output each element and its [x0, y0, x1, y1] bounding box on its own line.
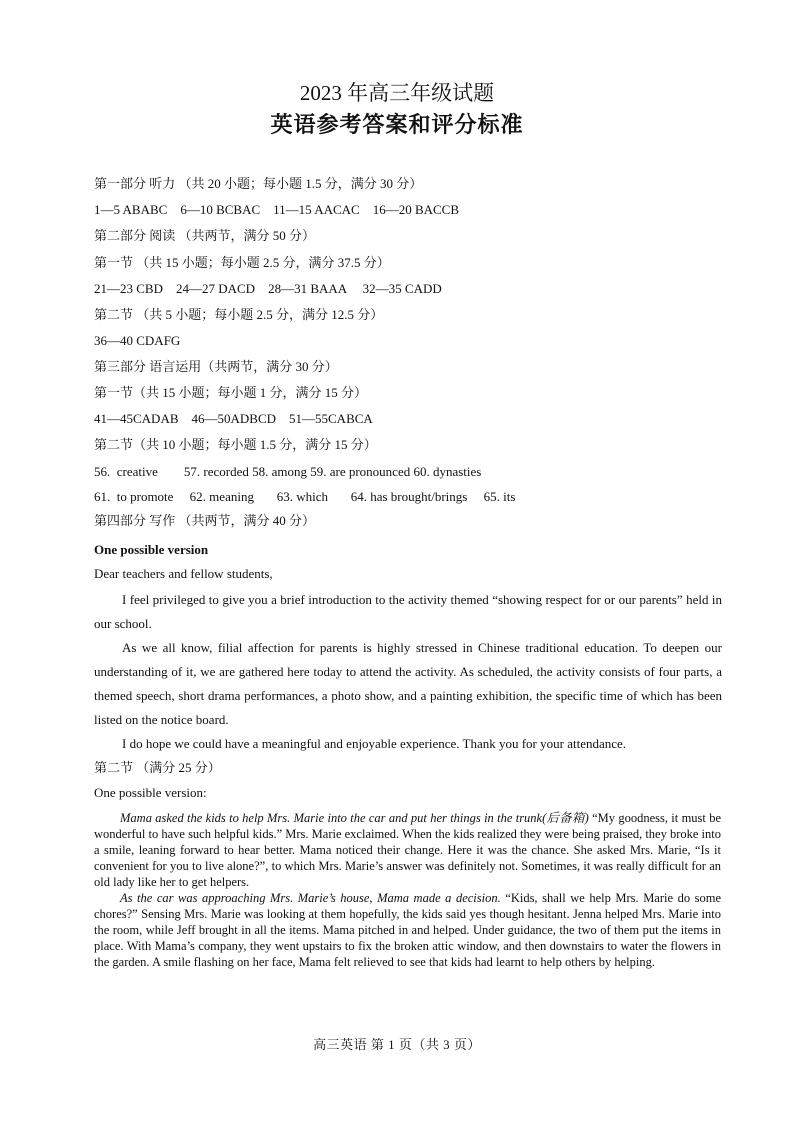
continuation-story — [94, 810, 721, 970]
version-heading: One possible version — [94, 542, 209, 557]
section-heading: 第一节（共 15 小题；每小题 1 分，满分 15 分） — [94, 385, 368, 400]
exam-title: 2023 年高三年级试题 — [299, 81, 495, 105]
answer-key-title: 英语参考答案和评分标准 — [270, 113, 524, 138]
greeting: Dear teachers and fellow students, — [94, 566, 273, 581]
section-heading: 第二节（共 10 小题；每小题 1.5 分，满分 15 分） — [94, 437, 377, 452]
answer-line: 61. to promote 62. meaning 63. which 64. has brought/brings 65. its — [94, 489, 516, 504]
section-heading: 第一节 （共 15 小题；每小题 2.5 分，满分 37.5 分） — [94, 255, 390, 270]
story-prompt: As the car was approaching Mrs. Marie’s house, Mama made a decision. — [120, 891, 501, 905]
essay-paragraph: I feel privileged to give you a brief introduction to the activity themed “showing respect for or our parents” held in our school. — [94, 592, 722, 631]
story-prompt: Mama asked the kids to help Mrs. Marie into the car and put her things in the trunk(后备箱) — [120, 811, 589, 825]
writing-part-one — [94, 540, 722, 756]
section-heading: 第二节 （共 5 小题；每小题 2.5 分，满分 12.5 分） — [94, 307, 384, 322]
answer-line: 1—5 ABABC 6—10 BCBAC 11—15 AACAC 16—20 BACCB — [94, 202, 460, 217]
section-heading: 第三部分 语言运用（共两节，满分 30 分） — [94, 359, 338, 374]
story-paragraph — [94, 810, 721, 890]
story-text: “My goodness, it must be wonderful to have such helpful kids.” Mrs. Marie exclaimed. When the kids realized they were being praised, they broke into a smile, leaning forward to hear better. Mama noticed their change. Here it was the chance. She asked Mrs. Marie, “Is it convenient for you to live alone?”, to which Mrs. Marie’s answer was definitely not. Sometimes, it was really difficult for an old lady like her to get helpers. — [94, 811, 722, 889]
answer-line: 41—45CADAB 46—50ADBCD 51—55CABCA — [94, 411, 373, 426]
writing-part-two-header — [94, 758, 722, 808]
story-paragraph — [94, 890, 721, 970]
answer-line: 56. creative 57. recorded 58. among 59. are pronounced 60. dynasties — [94, 464, 482, 479]
answer-line: 36—40 CDAFG — [94, 333, 181, 348]
section-heading: 第一部分 听力 （共 20 小题；每小题 1.5 分，满分 30 分） — [94, 176, 423, 191]
essay-paragraph: I do hope we could have a meaningful and enjoyable experience. Thank you for your attendance. — [122, 736, 627, 751]
story-text: “Kids, shall we help Mrs. Marie do some chores?” Sensing Mrs. Marie was looking at them hopefully, the kids said yes though hesitant. Jenna helped Mrs. Marie into the room, while Jeff brought in all the items. Mama pitched in and helped. Under guidance, the two of them put the items in place. With Mama’s company, they went upstairs to fix the broken attic window, and then downstairs to water the flowers in the garden. A smile flashing on her face, Mama felt relieved to see that kids had learnt to help others by helping. — [94, 891, 721, 969]
page-footer: 高三英语 第 1 页（共 3 页） — [313, 1037, 481, 1052]
essay-paragraph: As we all know, filial affection for parents is highly stressed in Chinese traditional education. To deepen our understanding of it, we are gathered here today to attend the activity. As scheduled, the activity consists of four parts, a themed speech, short drama performances, a photo show, and a painting exhibition, the specific time of which has been listed on the notice board. — [94, 640, 722, 727]
section-heading: 第二部分 阅读 （共两节，满分 50 分） — [94, 228, 316, 243]
version-heading: One possible version: — [94, 785, 207, 800]
section-heading: 第二节 （满分 25 分） — [94, 760, 221, 775]
section-heading: 第四部分 写作 （共两节，满分 40 分） — [94, 513, 316, 528]
answer-line: 21—23 CBD 24—27 DACD 28—31 BAAA 32—35 CADD — [94, 281, 442, 296]
